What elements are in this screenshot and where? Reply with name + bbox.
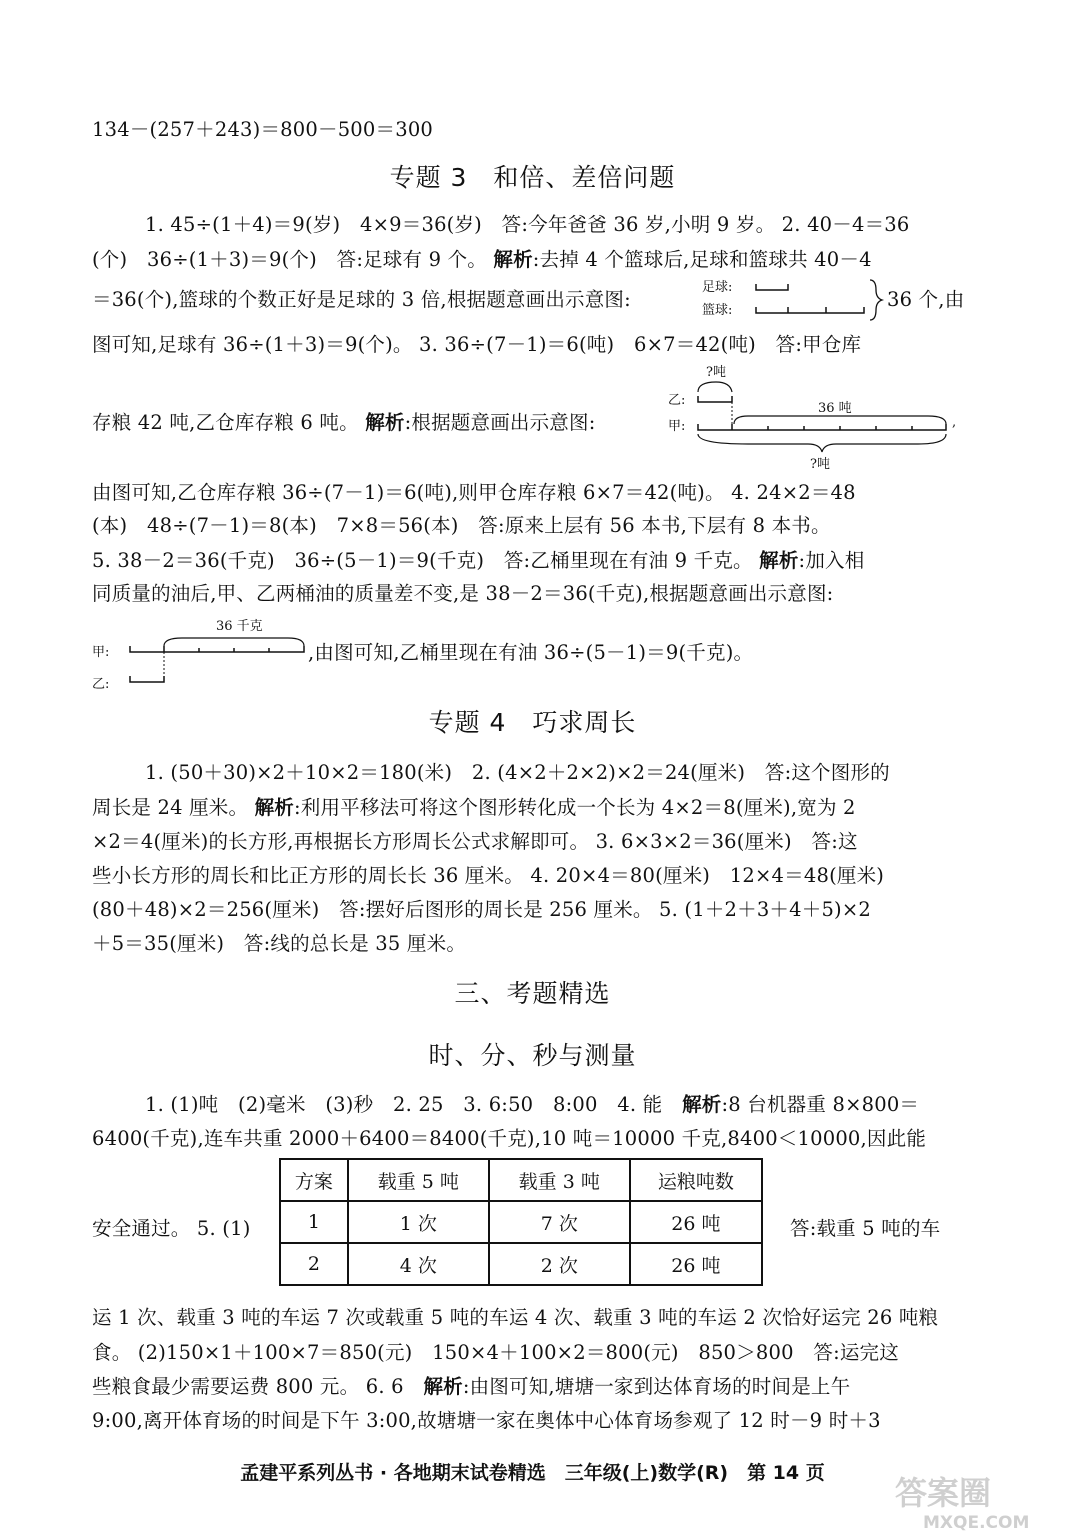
text-line [92, 243, 872, 277]
bar-yi [130, 676, 164, 682]
watermark-top: 答案圈 [895, 1474, 992, 1512]
text-line: 1. 45÷(1＋4)＝9(岁) 4×9＝36(岁) 答:今年爸爸 36 岁,小明 9 岁。 2. 40－4＝36 [145, 213, 910, 236]
plan-table [279, 1158, 763, 1286]
diagram-label: 乙: [668, 393, 686, 408]
text-span: :去掉 4 个篮球后,足球和篮球共 40－4 [532, 248, 872, 271]
text-line: (80＋48)×2＝256(厘米) 答:摆好后图形的周长是 256 厘米。 5. (1＋2＋3＋4＋5)×2 [92, 898, 872, 921]
diagram-label: 甲: [92, 645, 110, 660]
analysis-label: 解析 [365, 411, 405, 434]
watermark-bottom: MXQE.COM [923, 1513, 1030, 1532]
diagram-label: 36 吨 [818, 401, 852, 416]
table-cell: 2 [280, 1243, 348, 1285]
table-cell: 4 次 [348, 1243, 489, 1285]
text-line: 同质量的油后,甲、乙两桶油的质量差不变,是 38－2＝36(千克),根据题意画出示意图: [92, 582, 834, 605]
text-span: :8 台机器重 8×800＝ [721, 1093, 920, 1116]
text-line: 图可知,足球有 36÷(1＋3)＝9(个)。 3. 36÷(7－1)＝6(吨) 6×7＝42(吨) 答:甲仓库 [92, 333, 862, 356]
text-line: 答:载重 5 吨的车 [790, 1217, 941, 1240]
analysis-label: 解析 [423, 1375, 463, 1398]
text-line: ＝36(个),篮球的个数正好是足球的 3 倍,根据题意画出示意图: [92, 288, 631, 311]
table-header-row [280, 1159, 762, 1201]
text-span: 些粮食最少需要运费 800 元。 6. 6 [92, 1375, 424, 1398]
text-span: 1. (1)吨 (2)毫米 (3)秒 2. 25 3. 6:50 8:00 4. 能 [145, 1093, 683, 1116]
diagram-label: ?吨 [706, 365, 726, 380]
part-title: 三、考题精选 [454, 979, 611, 1008]
analysis-label: 解析 [759, 549, 799, 572]
text-span: :根据题意画出示意图: [404, 411, 596, 434]
text-line: 些小长方形的周长和比正方形的周长长 36 厘米。 4. 20×4＝80(厘米) 12×4＝48(厘米) [92, 864, 885, 887]
diagram-warehouse [668, 362, 968, 472]
text-line: 运 1 次、载重 3 吨的车运 7 次或载重 5 吨的车运 4 次、载重 3 吨的车运 2 次恰好运完 26 吨粮 [92, 1306, 939, 1329]
text-span: :由图可知,塘塘一家到达体育场的时间是上午 [462, 1375, 851, 1398]
bar-basketball [756, 307, 864, 313]
analysis-label: 解析 [493, 248, 533, 271]
brace-top [164, 638, 304, 646]
text-line [92, 544, 864, 578]
table-cell: 1 [280, 1201, 348, 1243]
text-span: 存粮 42 吨,乙仓库存粮 6 吨。 [92, 411, 366, 434]
diagram-label: 篮球: [702, 303, 733, 318]
table-row [280, 1201, 762, 1243]
section-title-3: 专题 3 和倍、差倍问题 [389, 163, 676, 192]
table-cell: 1 次 [348, 1201, 489, 1243]
watermark-logo [885, 1470, 1060, 1532]
text-line: ＋5＝35(厘米) 答:线的总长是 35 厘米。 [92, 932, 467, 955]
analysis-label: 解析 [254, 796, 295, 819]
text-line: 1. (50＋30)×2＋10×2＝180(米) 2. (4×2＋2×2)×2＝24(厘米) 答:这个图形的 [145, 761, 890, 784]
text-span: :利用平移法可将这个图形转化成一个长为 4×2＝8(厘米),宽为 2 [294, 796, 856, 819]
diagram-label: 足球: [702, 280, 733, 295]
section-title-4: 专题 4 巧求周长 [428, 708, 637, 737]
diagram-label: 乙: [92, 677, 110, 692]
table-row [280, 1243, 762, 1285]
text-line [92, 791, 856, 825]
brace-bottom [698, 434, 946, 452]
diagram-label: ?吨 [810, 457, 830, 472]
text-line: 食。 (2)150×1＋100×7＝850(元) 150×4＋100×2＝800(元) 850＞800 答:运完这 [92, 1341, 899, 1364]
brace [870, 280, 882, 320]
bar-yi [698, 396, 732, 402]
diagram-label: , [952, 415, 957, 430]
table-header: 载重 3 吨 [489, 1159, 630, 1201]
diagram-label: 甲: [668, 419, 686, 434]
table-header: 运粮吨数 [630, 1159, 762, 1201]
table-header: 载重 5 吨 [348, 1159, 489, 1201]
table-cell: 26 吨 [630, 1243, 762, 1285]
text-line: ×2＝4(厘米)的长方形,再根据长方形周长公式求解即可。 3. 6×3×2＝36(厘米) 答:这 [92, 830, 858, 853]
text-line [92, 1370, 850, 1404]
text-line [92, 406, 595, 440]
top-equation: 134－(257＋243)＝800－500＝300 [92, 118, 434, 141]
text-line [145, 1088, 919, 1122]
brace-top [698, 382, 732, 392]
bar-jia [698, 424, 946, 430]
table-header: 方案 [280, 1159, 348, 1201]
brace-mid [734, 416, 946, 424]
diagram-total: 36 个,由 [887, 288, 965, 311]
table-cell: 26 吨 [630, 1201, 762, 1243]
text-span: :加入相 [798, 549, 865, 572]
bar-football [756, 284, 788, 290]
text-line: (本) 48÷(7－1)＝8(本) 7×8＝56(本) 答:原来上层有 56 本书,下层有 8 本书。 [92, 514, 831, 537]
table-cell: 2 次 [489, 1243, 630, 1285]
bar-jia [130, 646, 304, 652]
diagram-oil [92, 612, 312, 692]
text-span: 周长是 24 厘米。 [92, 796, 255, 819]
text-line: 安全通过。 5. (1) [92, 1217, 251, 1240]
diagram-label: 36 千克 [216, 619, 263, 634]
section-title-5: 时、分、秒与测量 [428, 1041, 637, 1070]
analysis-label: 解析 [682, 1093, 722, 1116]
text-line: ,由图可知,乙桶里现在有油 36÷(5－1)＝9(千克)。 [308, 641, 754, 664]
text-line: 由图可知,乙仓库存粮 36÷(7－1)＝6(吨),则甲仓库存粮 6×7＝42(吨)。 4. 24×2＝48 [92, 481, 856, 504]
table-cell: 7 次 [489, 1201, 630, 1243]
text-line: 9:00,离开体育场的时间是下午 3:00,故塘塘一家在奥体中心体育场参观了 12 时－9 时＋3 [92, 1409, 881, 1432]
text-span: (个) 36÷(1＋3)＝9(个) 答:足球有 9 个。 [92, 248, 494, 271]
text-line: 6400(千克),连车共重 2000＋6400＝8400(千克),10 吨＝10000 千克,8400＜10000,因此能 [92, 1127, 927, 1150]
page-footer: 孟建平系列丛书 · 各地期末试卷精选 三年级(上)数学(R) 第 14 页 [240, 1462, 825, 1484]
text-span: 5. 38－2＝36(千克) 36÷(5－1)＝9(千克) 答:乙桶里现在有油 9 千克。 [92, 549, 760, 572]
